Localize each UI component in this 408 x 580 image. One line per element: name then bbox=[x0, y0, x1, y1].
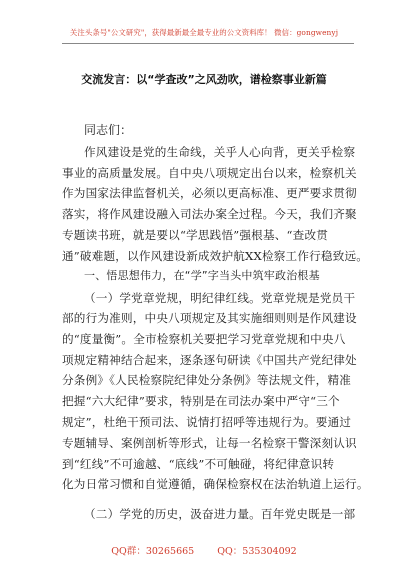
body-line: 规定”，杜绝干预司法、说情打招呼等违规行为。要通过 bbox=[62, 415, 352, 429]
body-line: 分条例》《人民检察院纪律处分条例》等法规文件，精准 bbox=[62, 373, 352, 387]
body-line: 通”破难题，以作风建设新成效护航XX检察工作行稳致远。 bbox=[62, 249, 369, 263]
body-line: （二）学党的历史，汲奋进力量。百年党史既是一部 bbox=[84, 507, 356, 521]
footer-qq-group: QQ群：30265665 bbox=[111, 546, 195, 557]
header-banner: 关注头条号"公文研究"，获得最新最全最专业的公文资料库！ 微信：gongwenyj bbox=[69, 28, 339, 37]
body-line: 项规定精神结合起来，逐条逐句研读《中国共产党纪律处 bbox=[62, 353, 357, 367]
body-line: 作风建设是党的生命线，关乎人心向背，更关乎检察 bbox=[84, 145, 356, 159]
body-line: 部的行为准则，中央八项规定及其实施细则则是作风建设 bbox=[62, 311, 357, 325]
header-divider bbox=[62, 43, 354, 44]
body-line: （一）学党章党规，明纪律红线。党章党规是党员干 bbox=[84, 291, 356, 305]
body-line: 化为日常习惯和自觉遵循，确保检察权在法治轨道上运行。 bbox=[62, 477, 369, 491]
body-line: 事业的高质量发展。自中央八项规定出台以来，检察机关 bbox=[62, 166, 357, 180]
document-title: 交流发言：以“学查改”之风劲吹，谱检察事业新篇 bbox=[81, 73, 327, 86]
body-line: 作为国家法律监督机关，必须以更高标准、更严要求贯彻 bbox=[62, 186, 357, 200]
body-line: 专题辅导、案例剖析等形式，让每一名检察干警深刻认识 bbox=[62, 436, 357, 450]
body-line: 专题读书班，就是要以“学思践悟”强根基、“查改贯 bbox=[62, 228, 329, 242]
footer-qq: QQ：535304092 bbox=[217, 546, 297, 557]
body-line: 的“度量衡”。全市检察机关要把学习党章党规和中央八 bbox=[62, 332, 346, 346]
footer-contacts bbox=[0, 543, 408, 557]
salutation: 同志们： bbox=[84, 123, 133, 137]
body-line: 落实，将作风建设融入司法办案全过程。今天，我们齐聚 bbox=[62, 207, 357, 221]
body-line: 把握“六大纪律”要求，特别是在司法办案中严守“三个 bbox=[62, 394, 340, 408]
section-heading: 一、悟思想伟力，在“学”字当头中筑牢政治根基 bbox=[84, 269, 320, 282]
body-line: 到“红线”不可逾越、“底线”不可触碰，将纪律意识转 bbox=[62, 457, 335, 471]
